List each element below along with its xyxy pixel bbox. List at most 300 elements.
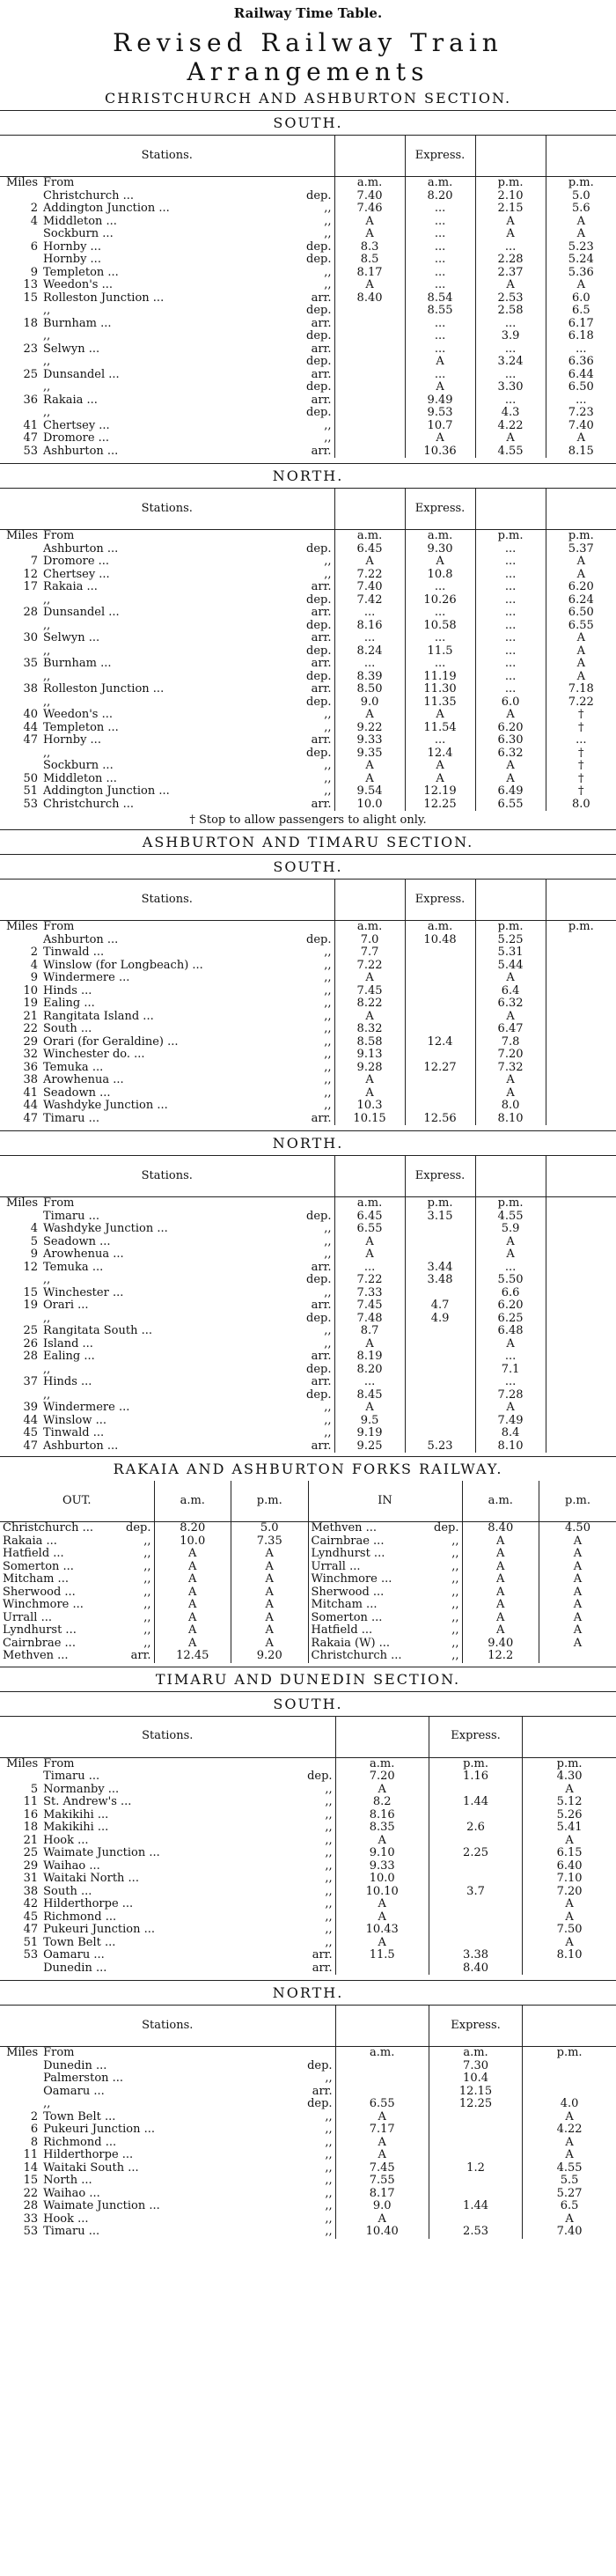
time-cell: A (334, 709, 405, 722)
action-cell: dep. (307, 2058, 333, 2072)
cc-north-title: NORTH. (272, 467, 344, 484)
time-cell: 7.30 (429, 2060, 522, 2073)
time-cell: 4.22 (523, 2123, 616, 2137)
time-cell (546, 1274, 616, 1287)
miles-cell: 50 (23, 771, 38, 785)
time-cell: A (462, 1599, 539, 1612)
label-row (0, 177, 616, 190)
time-cell: 5.27 (523, 2188, 616, 2201)
time-cell (546, 1023, 616, 1036)
station-cell: Middleton ... (43, 214, 117, 228)
time-cell: 12.4 (405, 747, 475, 761)
col-label (287, 177, 334, 190)
col-label: Miles (6, 529, 38, 542)
time-cell (546, 1440, 616, 1454)
station-cell: Hornby ... (43, 253, 101, 266)
miles-cell (0, 760, 40, 773)
time-cell: 7.22 (334, 569, 405, 582)
action-cell: arr. (311, 682, 332, 696)
station-cell: Chertsey ... (43, 567, 110, 581)
forks-header-row (0, 1481, 616, 1522)
table-row (0, 343, 616, 357)
col-label: a.m. (335, 2047, 429, 2060)
time-cell: 6.5 (523, 2200, 616, 2213)
table-row (0, 1809, 616, 1822)
time-cell: 12.19 (405, 785, 475, 799)
station-cell: Christchurch ... (43, 797, 135, 811)
time-cell (405, 1074, 475, 1087)
time-cell (334, 318, 405, 331)
table-row (0, 569, 616, 582)
time-cell: ... (475, 318, 546, 331)
table-row (0, 1873, 616, 1886)
action-cell: dep. (434, 1521, 459, 1535)
action-cell: ,, (324, 1401, 332, 1414)
time-cell: 3.7 (429, 1886, 522, 1899)
col-label: From (43, 1756, 75, 1770)
time-cell (429, 1898, 522, 1911)
action-cell: ,, (451, 1585, 459, 1599)
time-cell: 10.10 (335, 1886, 429, 1899)
table-row (0, 1415, 616, 1428)
time-cell (334, 420, 405, 433)
miles-cell (0, 2072, 40, 2086)
time-cell: 7.20 (523, 1886, 616, 1899)
time-cell: ... (405, 343, 475, 357)
col-label: Miles (6, 2046, 39, 2059)
miles-cell (0, 356, 40, 369)
time-cell: A (231, 1561, 309, 1574)
time-cell: ... (546, 343, 616, 357)
time-cell: 3.38 (429, 1949, 522, 1962)
time-cell: 8.17 (334, 267, 405, 280)
time-cell (405, 972, 475, 985)
table-row (0, 2086, 616, 2099)
table-row (0, 445, 616, 459)
time-cell: † (546, 747, 616, 761)
time-cell: 10.4 (429, 2072, 522, 2086)
table-row (0, 2137, 616, 2150)
miles-cell: 30 (23, 631, 38, 644)
table-row (0, 1949, 616, 1962)
action-cell: ,, (451, 1572, 459, 1586)
action-cell: ,, (325, 1846, 333, 1859)
table-row (0, 556, 616, 569)
action-cell: ,, (324, 771, 332, 785)
action-cell: ,, (324, 1426, 332, 1439)
time-cell: 8.2 (335, 1796, 429, 1809)
time-cell (546, 997, 616, 1011)
action-cell: arr. (311, 797, 332, 811)
time-cell: 12.45 (154, 1650, 231, 1663)
time-cell: 10.15 (334, 1113, 405, 1126)
time-cell: A (462, 1612, 539, 1625)
time-cell: A (231, 1638, 309, 1651)
time-cell: 3.48 (405, 1274, 475, 1287)
time-cell (405, 985, 475, 998)
time-cell: † (546, 709, 616, 722)
station-cell: Washdyke Junction ... (43, 1099, 168, 1112)
table-row (0, 2072, 616, 2086)
action-cell: ,, (324, 1336, 332, 1351)
action-cell: ,, (325, 1923, 333, 1936)
station-cell: Hatfield ... (3, 1547, 64, 1560)
time-cell: 4.3 (475, 407, 546, 420)
time-cell (405, 1248, 475, 1262)
miles-cell: 19 (23, 1299, 38, 1312)
action-cell: ,, (325, 1872, 333, 1885)
time-cell: A (475, 1074, 546, 1087)
action-cell: dep. (306, 329, 332, 342)
station-cell: Waitaki North ... (43, 1872, 139, 1885)
action-cell: ,, (143, 1572, 151, 1586)
time-cell: A (462, 1586, 539, 1600)
time-cell: A (546, 556, 616, 569)
action-cell: arr. (311, 631, 332, 644)
table-row (0, 1338, 616, 1351)
time-cell: A (523, 2111, 616, 2124)
station-cell: Hornby ... (43, 239, 101, 254)
time-cell: 8.16 (335, 1809, 429, 1822)
miles-cell: 12 (23, 567, 38, 581)
time-cell: A (231, 1586, 309, 1600)
time-cell: ... (405, 607, 475, 620)
station-cell: Weedon's ... (43, 278, 113, 291)
action-cell: ,, (324, 418, 332, 432)
station-cell: Ealing ... (43, 1350, 95, 1363)
time-cell: 6.45 (334, 543, 405, 556)
time-cell: 8.20 (154, 1522, 231, 1535)
station-cell: Middleton ... (43, 771, 117, 785)
miles-cell: 8 (30, 2135, 39, 2149)
time-cell: ... (475, 683, 546, 696)
time-header (334, 1156, 405, 1197)
time-cell: ... (475, 658, 546, 671)
time-cell: A (231, 1548, 309, 1561)
col-label (287, 1197, 334, 1211)
time-cell: 2.15 (475, 202, 546, 216)
miles-cell: 2 (30, 2109, 39, 2123)
time-cell (405, 1287, 475, 1300)
time-cell (405, 997, 475, 1011)
table-row (0, 1223, 616, 1236)
time-cell: 8.24 (334, 645, 405, 659)
station-cell: Timaru ... (43, 1770, 100, 1783)
table-row (0, 1036, 616, 1049)
time-cell: 6.32 (475, 997, 546, 1011)
time-cell: ... (475, 645, 546, 659)
time-cell (546, 1036, 616, 1049)
time-cell: ... (475, 1376, 546, 1389)
col-label: a.m. (334, 921, 405, 934)
stations-header: Stations. (0, 1156, 334, 1197)
time-cell: A (334, 556, 405, 569)
table-header-row (0, 1156, 616, 1197)
time-header (334, 880, 405, 921)
action-cell: dep. (306, 644, 332, 658)
time-cell (546, 1427, 616, 1440)
time-cell: A (462, 1561, 539, 1574)
time-cell: 10.3 (334, 1100, 405, 1113)
time-cell: 9.33 (335, 1860, 429, 1873)
action-cell: ,, (324, 971, 332, 984)
time-cell: 6.45 (334, 1211, 405, 1224)
station-cell: ,, (43, 1362, 51, 1376)
table-header-row (0, 880, 616, 921)
station-cell: Templeton ... (43, 265, 119, 279)
time-cell (546, 934, 616, 947)
action-cell: ,, (324, 555, 332, 568)
time-cell: 6.17 (546, 318, 616, 331)
miles-cell (0, 305, 40, 318)
action-cell: ,, (324, 720, 332, 734)
time-cell (334, 394, 405, 408)
miles-cell: 12 (23, 1260, 38, 1274)
station-cell: Town Belt ... (43, 2109, 116, 2123)
table-row (0, 267, 616, 280)
station-cell: Winchester ... (43, 1285, 124, 1299)
time-cell: 5.31 (475, 946, 546, 960)
table-row (0, 632, 616, 645)
station-cell: Hilderthorpe ... (43, 1897, 134, 1910)
time-cell: 9.20 (231, 1650, 309, 1663)
time-header (334, 136, 405, 177)
time-cell: A (523, 1937, 616, 1950)
time-cell (546, 1049, 616, 1062)
forks-col-label: a.m. (154, 1481, 231, 1522)
miles-cell (0, 254, 40, 267)
at-north-title: NORTH. (272, 1135, 344, 1152)
time-cell: A (475, 1087, 546, 1100)
time-cell: 6.20 (475, 1299, 546, 1313)
action-cell: dep. (306, 1362, 332, 1376)
station-cell: Methven ... (308, 1522, 385, 1535)
action-cell: arr. (311, 1439, 332, 1453)
time-cell (429, 1911, 522, 1925)
action-cell: ,, (324, 1022, 332, 1035)
time-cell: 5.23 (405, 1440, 475, 1454)
action-cell: arr. (311, 606, 332, 619)
action-cell: ,, (324, 1086, 332, 1100)
table-row (0, 1023, 616, 1036)
time-cell: A (546, 279, 616, 292)
time-cell: 4.9 (405, 1313, 475, 1326)
time-cell (429, 2111, 522, 2124)
table-row (0, 1402, 616, 1415)
table-row (0, 1389, 616, 1402)
time-cell: 7.49 (475, 1415, 546, 1428)
time-cell: 7.42 (334, 594, 405, 607)
time-cell: 10.48 (405, 934, 475, 947)
station-cell: Templeton ... (43, 720, 119, 734)
table-row (0, 1299, 616, 1313)
time-cell: A (523, 2137, 616, 2150)
station-cell: Town Belt ... (43, 1935, 116, 1949)
time-cell: 8.32 (334, 1023, 405, 1036)
station-cell: Waitaki South ... (43, 2160, 139, 2175)
miles-cell (0, 696, 40, 710)
time-cell: 1.2 (429, 2162, 522, 2175)
time-cell: 9.19 (334, 1427, 405, 1440)
time-header (475, 1156, 546, 1197)
time-cell: 7.7 (334, 946, 405, 960)
table-row (0, 1287, 616, 1300)
action-cell: arr. (311, 316, 332, 330)
col-label: From (43, 1196, 75, 1210)
miles-cell: 17 (23, 580, 38, 593)
time-cell: A (539, 1612, 616, 1625)
station-cell: Oamaru ... (43, 1948, 105, 1961)
station-cell: Waihao ... (43, 1858, 100, 1873)
miles-cell: 25 (23, 1846, 39, 1859)
action-cell: arr. (311, 1375, 332, 1388)
time-cell: A (539, 1561, 616, 1574)
time-cell: 9.54 (334, 785, 405, 799)
action-cell: arr. (311, 342, 332, 356)
action-cell: ,, (325, 1795, 333, 1808)
time-cell (334, 445, 405, 459)
time-cell: A (231, 1624, 309, 1638)
time-cell: ... (405, 267, 475, 280)
time-cell: 6.40 (523, 1860, 616, 1873)
station-cell: Rakaia ... (43, 393, 98, 407)
table-row (0, 1822, 616, 1835)
station-cell: Normanby ... (43, 1782, 120, 1796)
time-cell: A (335, 1835, 429, 1848)
time-cell: 7.50 (523, 1924, 616, 1937)
stations-header: Stations. (0, 489, 334, 530)
action-cell: dep. (306, 1273, 332, 1286)
forks-row (0, 1535, 616, 1549)
time-cell: A (154, 1599, 231, 1612)
action-cell: dep. (306, 1209, 332, 1223)
time-cell: A (475, 432, 546, 445)
col-label: p.m. (475, 177, 546, 190)
col-label: a.m. (334, 177, 405, 190)
action-cell: ,, (324, 1009, 332, 1023)
time-cell (429, 1873, 522, 1886)
time-cell: A (462, 1573, 539, 1586)
time-cell: ... (405, 241, 475, 254)
col-label: From (43, 2046, 75, 2059)
time-cell (523, 1962, 616, 1976)
table-row (0, 2226, 616, 2239)
station-cell: Rangitata South ... (43, 1324, 153, 1337)
time-cell: 8.5 (334, 254, 405, 267)
action-cell: ,, (325, 2186, 333, 2200)
table-row (0, 799, 616, 812)
station-cell: ,, (43, 746, 51, 760)
station-cell: Burnham ... (43, 657, 112, 670)
time-cell (334, 330, 405, 343)
table-row (0, 1886, 616, 1899)
td-south-title: SOUTH. (273, 1695, 343, 1712)
time-cell: A (546, 216, 616, 229)
station-cell: Tinwald ... (43, 1426, 105, 1439)
action-cell: arr. (312, 2084, 333, 2098)
time-header: Express. (405, 1156, 475, 1197)
station-cell: ,, (43, 406, 51, 419)
station-cell: Hook ... (43, 1833, 89, 1847)
table-row (0, 645, 616, 659)
time-cell: 10.8 (405, 569, 475, 582)
action-cell: ,, (451, 1649, 459, 1662)
time-cell: 6.30 (475, 734, 546, 747)
time-cell: ... (475, 394, 546, 408)
time-cell: ... (475, 556, 546, 569)
time-cell (523, 2060, 616, 2073)
time-header (523, 1717, 616, 1758)
action-cell: arr. (311, 444, 332, 458)
col-label: p.m. (546, 530, 616, 543)
time-cell: A (539, 1599, 616, 1612)
time-cell: 3.44 (405, 1262, 475, 1275)
time-cell: ... (405, 228, 475, 241)
time-cell: ... (475, 1351, 546, 1364)
time-cell (523, 2086, 616, 2099)
time-cell: 6.15 (523, 1847, 616, 1860)
station-cell: Burnham ... (43, 316, 112, 330)
station-cell: Hook ... (43, 2212, 89, 2226)
time-cell: 3.9 (475, 330, 546, 343)
time-cell: A (546, 228, 616, 241)
action-cell: arr. (311, 291, 332, 305)
miles-cell: 2 (30, 946, 38, 959)
station-cell: Timaru ... (43, 1209, 100, 1223)
station-cell: Timaru ... (43, 1111, 100, 1125)
station-cell: Hilderthorpe ... (43, 2148, 134, 2161)
time-cell: 6.55 (475, 799, 546, 812)
time-cell: ... (475, 1262, 546, 1275)
forks-row (0, 1548, 616, 1561)
col-label: p.m. (475, 1197, 546, 1211)
miles-cell: 44 (23, 1413, 38, 1427)
miles-cell (0, 2086, 40, 2099)
table-row (0, 1847, 616, 1860)
table-row (0, 1262, 616, 1275)
time-cell: 11.35 (405, 696, 475, 710)
time-cell: 12.2 (462, 1650, 539, 1663)
time-cell: 2.53 (475, 292, 546, 305)
time-cell: 8.50 (334, 683, 405, 696)
action-cell: ,, (325, 2160, 333, 2175)
action-cell: dep. (306, 541, 332, 556)
action-cell: ,, (143, 1610, 151, 1624)
action-cell: ,, (451, 1547, 459, 1560)
station-cell: Lyndhurst ... (308, 1548, 385, 1561)
station-cell: Richmond ... (43, 2135, 117, 2149)
time-cell: A (334, 1236, 405, 1249)
time-cell (546, 1313, 616, 1326)
time-cell (405, 1223, 475, 1236)
miles-cell: 31 (23, 1872, 39, 1885)
action-cell: ,, (325, 1897, 333, 1910)
time-cell: A (335, 1898, 429, 1911)
forks-row (0, 1650, 616, 1663)
time-cell: A (334, 279, 405, 292)
table-row (0, 292, 616, 305)
time-cell: 6.32 (475, 747, 546, 761)
col-label: Miles (6, 1196, 38, 1210)
miles-cell: 44 (23, 720, 38, 734)
time-cell: 5.5 (523, 2175, 616, 2188)
time-cell: 6.4 (475, 985, 546, 998)
station-cell: Seadown ... (43, 1234, 111, 1248)
table-row (0, 1937, 616, 1950)
time-cell: 10.0 (334, 799, 405, 812)
action-cell: ,, (324, 958, 332, 972)
table-row (0, 202, 616, 216)
